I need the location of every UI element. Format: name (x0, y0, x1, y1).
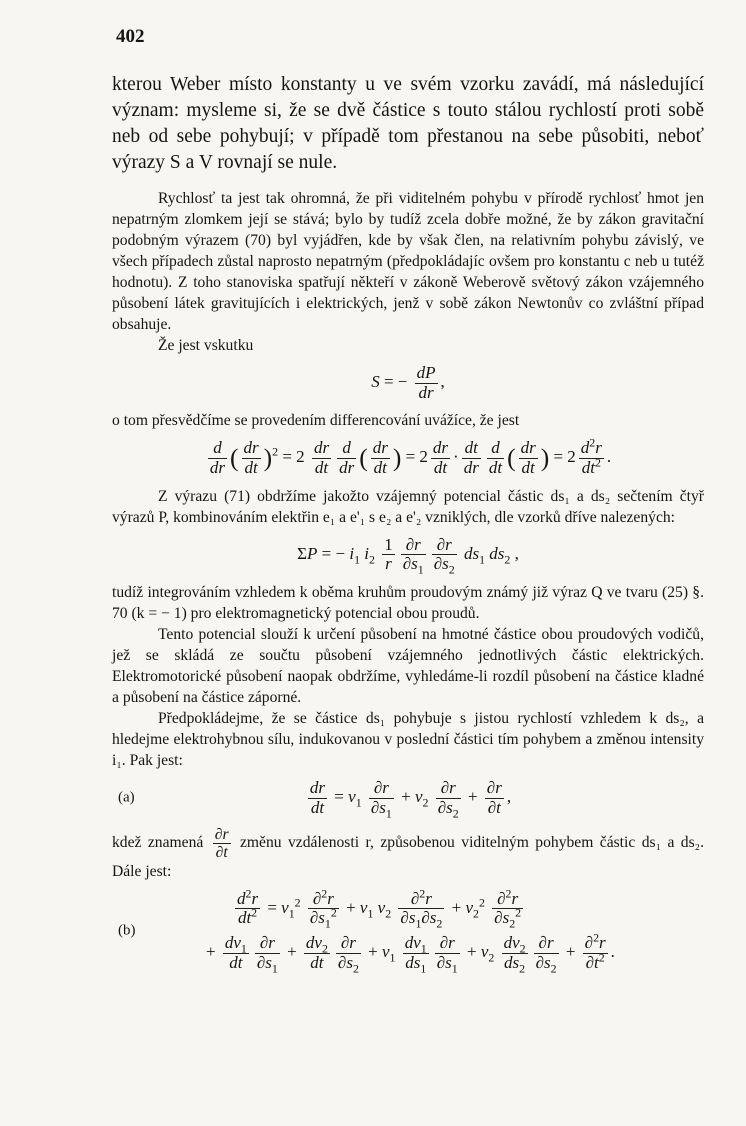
paragraph-7: Předpokládejme, že se částice ds₁ pohybuje s jistou rychlostí vzhledem k ds₂, a hledejme elektrohybnou sílu, indukovanou v poslední částici tím pohybem a změnou intensity i₁. Pak jest: (112, 710, 704, 770)
paragraph-1: Rychlosť ta jest tak ohromná, že při viditelném pohybu v přírodě rychlosť hmot jen nepatrným zlomkem její se stává; bylo by tudíž zcela dobře možné, že by zákon gravitační podobným výrazem (70) byl vyjádřen, kde by však člen, na relativním pohybu závislý, ve všech případech zůstal naprosto nepatrným (předpokládajíc ovšem pro konstantu c neb u tutéž hodnotu). Z toho stanoviska spatřují někteří v zákoně Weberově světový zákon vzájemného působení látek gravitujících i elektrických, jenž v sobě zákon Newtonův co zvláštní případ obsahuje. (112, 190, 704, 333)
paragraph-8: kdež znamená $\frac{\partial r}{\partial t}$ změnu vzdálenosti r, způsobenou viditelným pohybem částic ds₁ a ds₂. Dále jest: (112, 825, 705, 880)
paragraph-2: Že jest vskutku (158, 337, 254, 354)
equation-b-line-2: + $\frac{dv_1}{dt}$ $\frac{\partial r}{\partial s_1}$ + $\frac{dv_2}{dt}$ $\frac{\partial r}{\partial s_2}$ + $v_1$ $\frac{dv_1}{ds_1}$ $\frac{\partial r}{\partial s_1}$ + $v_2$ $\frac{dv_2}{ds_2}$ $\frac{\partial r}{\partial s_2}$ + $\frac{\partial^2r}{\partial t^2}$ . (206, 930, 615, 976)
paragraph-4: Z výrazu (71) obdržíme jakožto vzájemný potencial částic ds₁ a ds₂ sečtením čtyř výrazů P, kombinováním elektřin e₁ a e'₁ s e₂ a e'₂ vzniklých, dle vzorků dříve nalezených: (112, 487, 704, 526)
paragraph-3: o tom přesvědčíme se provedením differencování uvážíce, že jest (112, 412, 520, 430)
paragraph-8-end: změnu vzdálenosti r, způsobenou viditelným pohybem částic ds₁ a ds₂. Dále jest: (112, 833, 705, 880)
equation-a: (a) $\frac{dr}{dt}$ = $v_1$ $\frac{\partial r}{\partial s_1}$ + $v_2$ $\frac{\partial r}{\partial s_2}$ + $\frac{\partial r}{\partial t}$ , (118, 778, 512, 821)
equation-label-b: (b) (118, 922, 136, 939)
paragraph-5: tudíž integrováním vzhledem k oběma kruhům proudovým známý již výraz Q ve tvaru (25) §. 70 (k = − 1) pro elektromagnetický potencial obou proudů. (112, 584, 704, 623)
equation-b (112, 886, 704, 976)
equation-sum-p: ΣP = − $i_1$ $i_2$ $\frac{1}{r}$ $\frac{\partial r}{\partial s_1}$ $\frac{\partial r}{\partial s_2}$ $ds_1$ $ds_2$ , (297, 534, 519, 577)
equation-derivative: $\frac{d}{dr}$ ( $\frac{dr}{dt}$ )$^2$ = 2 $\frac{dr}{dt}$ $\frac{d}{dr}$ ( $\frac{dr}{dt}$ ) = 2 $\frac{dr}{dt}$ · $\frac{dt}{dr}$ $\frac{d}{dt}$ ( $\frac{dr}{dt}$ ) = 2 $\frac{d^2r}{dt^2}$ . (209, 435, 612, 478)
equation-b-line-1: $\frac{d^2r}{dt^2}$ = $v_1^2$ $\frac{\partial^2r}{\partial s_1^2}$ + $v_1$ $v_2$ $\frac{\partial^2r}{\partial s_1\partial s_2}$ + $v_2^2$ $\frac{\partial^2r}{\partial s_2^2}$ (237, 886, 522, 931)
paragraph-6: Tento potencial slouží k určení působení na hmotné částice obou proudových vodičů, jež se skládá ze součtu působení vzájemného jednotlivých částic elektrických. Elektromotorické působení naopak obdržíme, vyhledáme-li rozdíl působení na částice kladné a působení na částice záporné. (112, 626, 704, 707)
paragraph-8-start: kdež znamená (112, 833, 204, 851)
equation-label-a: (a) (118, 789, 135, 806)
page-number: 402 (116, 26, 145, 47)
intro-paragraph: kterou Weber místo konstanty u ve svém vzorku zavádí, má následující význam: mysleme si, že se dvě částice s touto stálou rychlostí proti sobě neb od sebe pohybují; v případě tom přestanou na sebe působiti, neboť výrazy S a V rovnají se nule. (112, 74, 704, 173)
equation-s: S = − $\frac{dP}{dr}$ , (371, 363, 445, 402)
